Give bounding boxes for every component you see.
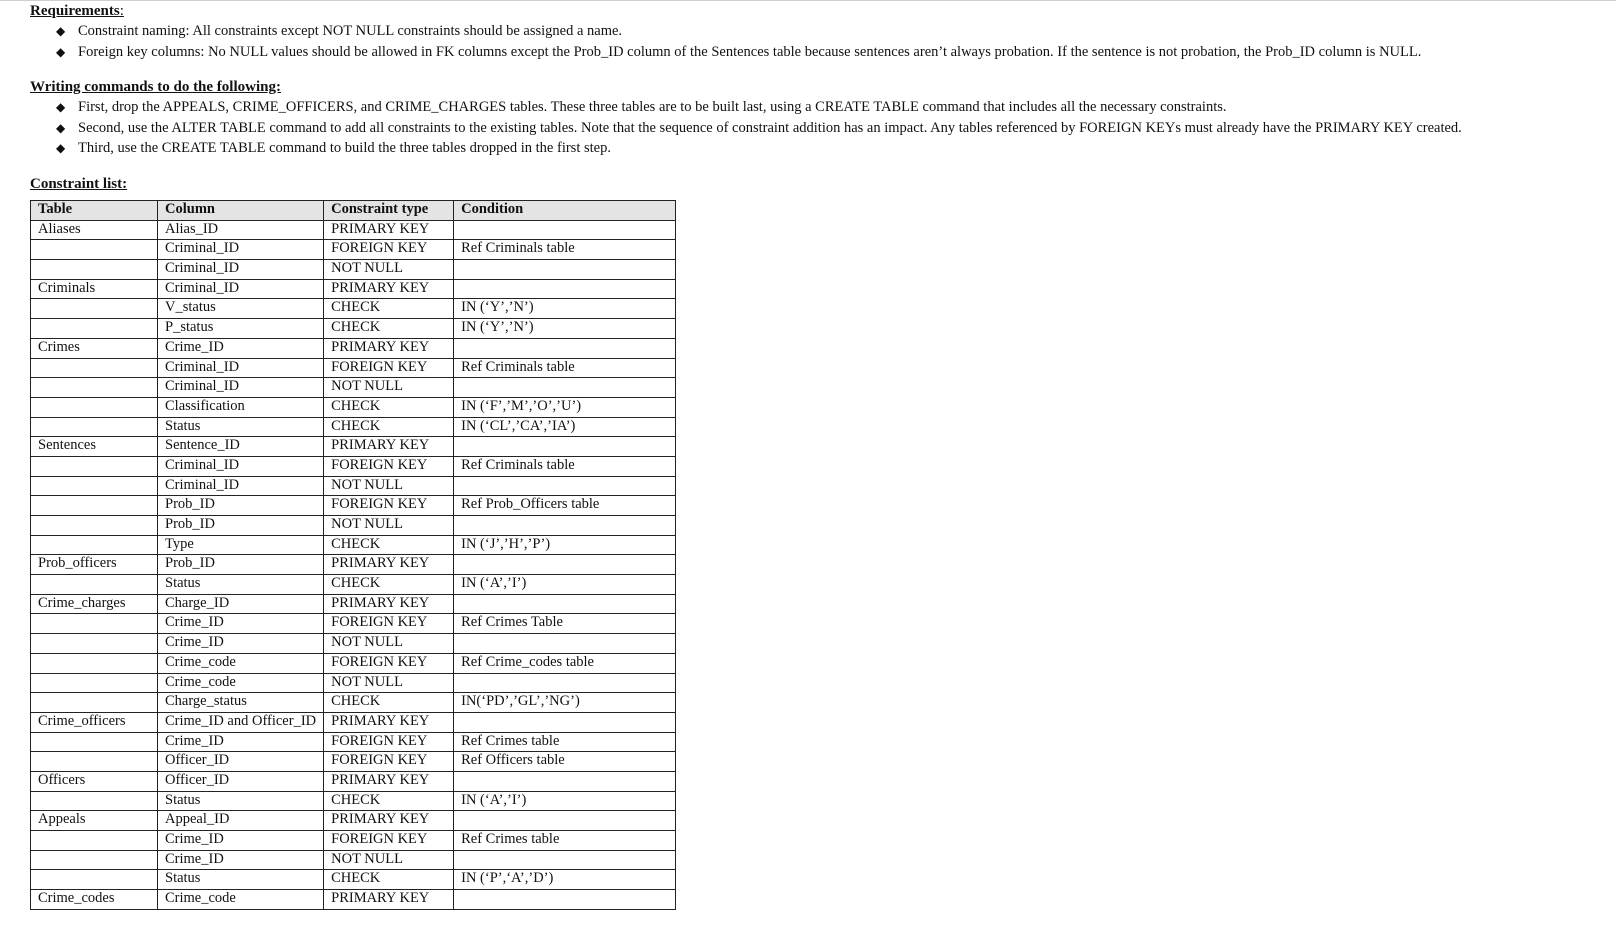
cell-column: Criminal_ID <box>158 456 324 476</box>
cell-condition: IN (‘J’,’H’,’P’) <box>454 535 676 555</box>
cell-column: Appeal_ID <box>158 811 324 831</box>
cell-table <box>31 397 158 417</box>
cell-condition: Ref Crimes Table <box>454 614 676 634</box>
cell-table <box>31 693 158 713</box>
table-row <box>31 752 676 772</box>
cell-table <box>31 476 158 496</box>
cell-table <box>31 673 158 693</box>
cell-constraint-type: NOT NULL <box>324 673 454 693</box>
cell-constraint-type: PRIMARY KEY <box>324 811 454 831</box>
cell-condition: IN(‘PD’,’GL’,’NG’) <box>454 693 676 713</box>
cell-constraint-type: FOREIGN KEY <box>324 496 454 516</box>
cell-constraint-type: FOREIGN KEY <box>324 831 454 851</box>
cell-column: Charge_status <box>158 693 324 713</box>
diamond-bullet-icon: ◆ <box>56 100 66 114</box>
cell-column: Crime_ID <box>158 614 324 634</box>
cell-column: Criminal_ID <box>158 358 324 378</box>
table-header-row <box>31 201 676 221</box>
cell-table <box>31 870 158 890</box>
cell-table <box>31 456 158 476</box>
cell-constraint-type: NOT NULL <box>324 378 454 398</box>
cell-constraint-type: FOREIGN KEY <box>324 358 454 378</box>
cell-constraint-type: PRIMARY KEY <box>324 771 454 791</box>
cell-constraint-type: PRIMARY KEY <box>324 279 454 299</box>
cell-column: Crime_code <box>158 673 324 693</box>
table-row <box>31 555 676 575</box>
cell-column: Alias_ID <box>158 220 324 240</box>
cell-constraint-type: NOT NULL <box>324 850 454 870</box>
cell-constraint-type: PRIMARY KEY <box>324 594 454 614</box>
requirements-colon: : <box>119 3 124 19</box>
header-constraint-type: Constraint type <box>324 201 454 221</box>
commands-heading: Writing commands to do the following: <box>30 79 281 95</box>
cell-table <box>31 575 158 595</box>
cell-table: Appeals <box>31 811 158 831</box>
list-item <box>56 97 1462 118</box>
table-row <box>31 279 676 299</box>
cell-column: Status <box>158 575 324 595</box>
cell-table <box>31 653 158 673</box>
cell-table <box>31 535 158 555</box>
cell-table: Crime_officers <box>31 712 158 732</box>
cell-table <box>31 496 158 516</box>
top-border <box>0 0 1616 1</box>
cell-condition: Ref Criminals table <box>454 240 676 260</box>
cell-constraint-type: CHECK <box>324 299 454 319</box>
cell-condition: Ref Officers table <box>454 752 676 772</box>
list-item <box>56 42 1421 63</box>
cell-condition: IN (‘F’,’M’,’O’,’U’) <box>454 397 676 417</box>
cell-condition <box>454 476 676 496</box>
cell-table <box>31 299 158 319</box>
cell-constraint-type: CHECK <box>324 535 454 555</box>
constraint-list-heading: Constraint list: <box>30 176 128 192</box>
cell-condition <box>454 634 676 654</box>
cell-condition <box>454 279 676 299</box>
commands-list <box>56 97 1462 159</box>
cell-column: Charge_ID <box>158 594 324 614</box>
table-row <box>31 338 676 358</box>
cell-table <box>31 752 158 772</box>
table-row <box>31 673 676 693</box>
cell-table <box>31 732 158 752</box>
cell-constraint-type: FOREIGN KEY <box>324 752 454 772</box>
requirements-title: Requirements <box>30 3 120 19</box>
cell-column: Officer_ID <box>158 771 324 791</box>
table-row <box>31 811 676 831</box>
cell-condition: IN (‘A’,’I’) <box>454 575 676 595</box>
cell-constraint-type: PRIMARY KEY <box>324 338 454 358</box>
cell-column: Prob_ID <box>158 496 324 516</box>
table-row <box>31 496 676 516</box>
cell-table <box>31 319 158 339</box>
cell-column: Sentence_ID <box>158 437 324 457</box>
table-row <box>31 456 676 476</box>
diamond-bullet-icon: ◆ <box>56 44 66 59</box>
cell-column: Crime_ID <box>158 850 324 870</box>
table-row <box>31 831 676 851</box>
list-item <box>56 138 1462 159</box>
cell-table <box>31 260 158 280</box>
cell-condition <box>454 890 676 910</box>
cell-condition: IN (‘A’,’I’) <box>454 791 676 811</box>
table-row <box>31 575 676 595</box>
table-row <box>31 240 676 260</box>
requirements-heading <box>30 3 124 20</box>
table-row <box>31 653 676 673</box>
table-row <box>31 634 676 654</box>
cell-table <box>31 791 158 811</box>
table-row <box>31 397 676 417</box>
bullet-text: Foreign key columns: No NULL values should be allowed in FK columns except the Prob_ID column of the Sentences table because sentences aren’t always probation. If the sentence is not probation, the Prob_ID column is NULL. <box>78 43 1422 60</box>
table-row <box>31 870 676 890</box>
table-row <box>31 594 676 614</box>
cell-constraint-type: CHECK <box>324 870 454 890</box>
cell-constraint-type: FOREIGN KEY <box>324 732 454 752</box>
cell-constraint-type: CHECK <box>324 693 454 713</box>
table-row <box>31 437 676 457</box>
cell-column: P_status <box>158 319 324 339</box>
cell-condition <box>454 712 676 732</box>
diamond-bullet-icon: ◆ <box>56 24 66 38</box>
cell-column: Crime_ID <box>158 634 324 654</box>
cell-table <box>31 831 158 851</box>
cell-condition: Ref Criminals table <box>454 456 676 476</box>
requirements-list <box>56 21 1421 62</box>
cell-table <box>31 240 158 260</box>
cell-condition <box>454 260 676 280</box>
cell-condition: Ref Prob_Officers table <box>454 496 676 516</box>
cell-constraint-type: PRIMARY KEY <box>324 437 454 457</box>
cell-condition <box>454 516 676 536</box>
table-row <box>31 358 676 378</box>
cell-condition: Ref Crimes table <box>454 831 676 851</box>
cell-constraint-type: CHECK <box>324 397 454 417</box>
cell-constraint-type: PRIMARY KEY <box>324 890 454 910</box>
cell-condition <box>454 811 676 831</box>
cell-column: Criminal_ID <box>158 260 324 280</box>
table-row <box>31 850 676 870</box>
cell-column: Type <box>158 535 324 555</box>
cell-table <box>31 358 158 378</box>
cell-constraint-type: NOT NULL <box>324 260 454 280</box>
table-row <box>31 771 676 791</box>
cell-column: Criminal_ID <box>158 476 324 496</box>
cell-condition <box>454 378 676 398</box>
table-row <box>31 417 676 437</box>
cell-constraint-type: NOT NULL <box>324 516 454 536</box>
table-row <box>31 516 676 536</box>
cell-table: Officers <box>31 771 158 791</box>
cell-table: Crime_codes <box>31 890 158 910</box>
cell-constraint-type: FOREIGN KEY <box>324 614 454 634</box>
cell-column: Crime_ID and Officer_ID <box>158 712 324 732</box>
cell-condition <box>454 220 676 240</box>
cell-column: Classification <box>158 397 324 417</box>
cell-constraint-type: CHECK <box>324 319 454 339</box>
cell-column: Criminal_ID <box>158 378 324 398</box>
cell-column: Crime_code <box>158 890 324 910</box>
cell-condition: IN (‘Y’,’N’) <box>454 299 676 319</box>
bullet-text: First, drop the APPEALS, CRIME_OFFICERS, and CRIME_CHARGES tables. These three tables are to be built last, using a CREATE TABLE command that includes all the necessary constraints. <box>78 99 1227 115</box>
cell-table <box>31 634 158 654</box>
cell-table <box>31 850 158 870</box>
cell-condition <box>454 555 676 575</box>
diamond-bullet-icon: ◆ <box>56 120 66 135</box>
table-row <box>31 890 676 910</box>
table-row <box>31 693 676 713</box>
diamond-bullet-icon: ◆ <box>56 141 66 155</box>
cell-condition <box>454 437 676 457</box>
table-row <box>31 260 676 280</box>
cell-table <box>31 378 158 398</box>
cell-constraint-type: NOT NULL <box>324 634 454 654</box>
cell-table: Aliases <box>31 220 158 240</box>
cell-table: Crimes <box>31 338 158 358</box>
cell-condition <box>454 594 676 614</box>
cell-constraint-type: FOREIGN KEY <box>324 456 454 476</box>
cell-constraint-type: NOT NULL <box>324 476 454 496</box>
cell-column: Crime_ID <box>158 831 324 851</box>
cell-column: Criminal_ID <box>158 279 324 299</box>
cell-condition: IN (‘Y’,’N’) <box>454 319 676 339</box>
table-row <box>31 319 676 339</box>
table-row <box>31 378 676 398</box>
table-row <box>31 614 676 634</box>
cell-condition: Ref Crimes table <box>454 732 676 752</box>
header-table: Table <box>31 201 158 221</box>
cell-column: Crime_ID <box>158 338 324 358</box>
cell-column: Officer_ID <box>158 752 324 772</box>
table-row <box>31 791 676 811</box>
cell-column: Crime_ID <box>158 732 324 752</box>
bullet-text: Third, use the CREATE TABLE command to build the three tables dropped in the first step. <box>78 140 611 156</box>
cell-table: Crime_charges <box>31 594 158 614</box>
cell-constraint-type: FOREIGN KEY <box>324 653 454 673</box>
list-item <box>56 118 1462 139</box>
cell-condition <box>454 850 676 870</box>
cell-condition <box>454 338 676 358</box>
bullet-text: Constraint naming: All constraints except NOT NULL constraints should be assigned a name. <box>78 23 623 39</box>
header-condition: Condition <box>454 201 676 221</box>
cell-condition: IN (‘P’,‘A’,’D’) <box>454 870 676 890</box>
header-column: Column <box>158 201 324 221</box>
cell-column: V_status <box>158 299 324 319</box>
cell-constraint-type: PRIMARY KEY <box>324 712 454 732</box>
constraint-table <box>30 200 676 910</box>
table-row <box>31 299 676 319</box>
table-row <box>31 732 676 752</box>
cell-constraint-type: CHECK <box>324 575 454 595</box>
cell-column: Prob_ID <box>158 516 324 536</box>
cell-table <box>31 516 158 536</box>
cell-column: Status <box>158 791 324 811</box>
table-row <box>31 535 676 555</box>
cell-condition <box>454 673 676 693</box>
constraint-table-body <box>31 220 676 909</box>
cell-condition: Ref Crime_codes table <box>454 653 676 673</box>
cell-table <box>31 417 158 437</box>
cell-constraint-type: PRIMARY KEY <box>324 220 454 240</box>
cell-table: Sentences <box>31 437 158 457</box>
bullet-text: Second, use the ALTER TABLE command to add all constraints to the existing tables. Note that the sequence of constraint addition has an impact. Any tables referenced by FOREIGN KEYs must already have the PRIMARY KEY created. <box>78 119 1462 136</box>
cell-column: Criminal_ID <box>158 240 324 260</box>
cell-constraint-type: FOREIGN KEY <box>324 240 454 260</box>
cell-condition: IN (‘CL’,’CA’,’IA’) <box>454 417 676 437</box>
cell-table <box>31 614 158 634</box>
cell-column: Prob_ID <box>158 555 324 575</box>
table-row <box>31 712 676 732</box>
cell-table: Criminals <box>31 279 158 299</box>
cell-constraint-type: CHECK <box>324 791 454 811</box>
table-row <box>31 220 676 240</box>
list-item <box>56 21 1421 42</box>
cell-constraint-type: PRIMARY KEY <box>324 555 454 575</box>
cell-table: Prob_officers <box>31 555 158 575</box>
table-row <box>31 476 676 496</box>
cell-column: Status <box>158 417 324 437</box>
cell-column: Crime_code <box>158 653 324 673</box>
cell-constraint-type: CHECK <box>324 417 454 437</box>
cell-column: Status <box>158 870 324 890</box>
cell-condition: Ref Criminals table <box>454 358 676 378</box>
cell-condition <box>454 771 676 791</box>
